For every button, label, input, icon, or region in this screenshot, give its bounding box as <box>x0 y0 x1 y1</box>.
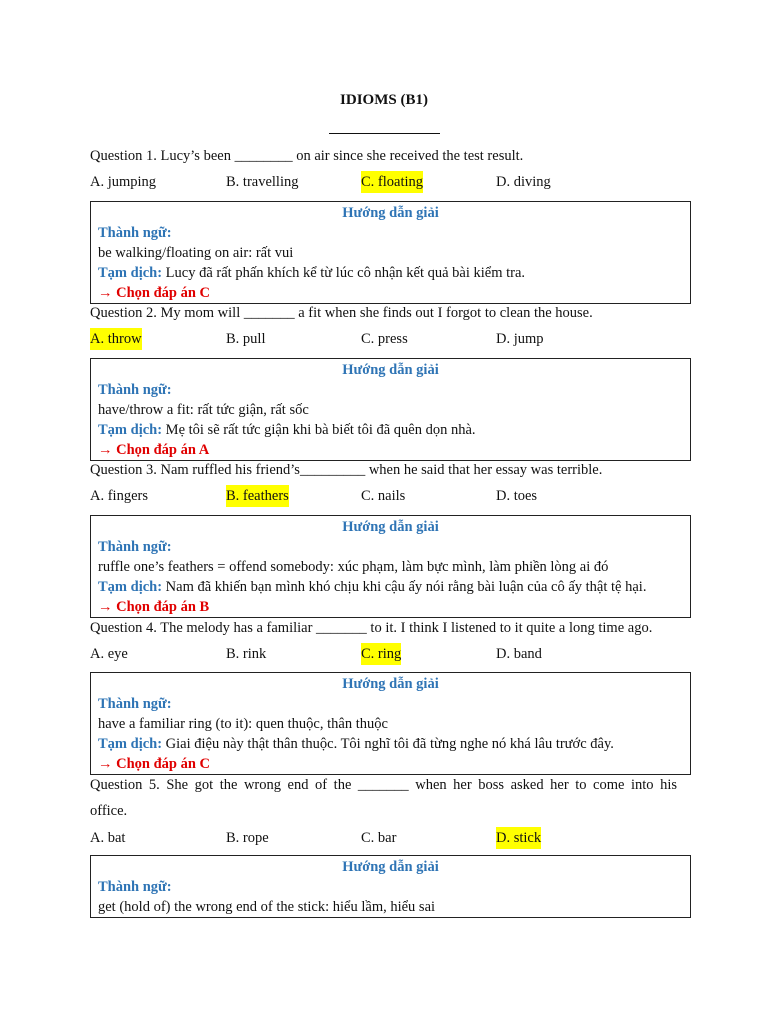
question-2-stem: Question 2. My mom will _______ a fit when she finds out I forgot to clean the house. <box>90 305 593 321</box>
option-correct: A. throw <box>90 328 142 350</box>
answer-line: → Chọn đáp án B <box>98 599 210 615</box>
option-correct: C. floating <box>361 171 423 193</box>
option: C. press <box>361 331 408 347</box>
option: D. band <box>496 646 542 662</box>
option: A. jumping <box>90 174 157 190</box>
idiom-label: Thành ngữ: <box>98 539 172 555</box>
translation-line <box>98 577 683 597</box>
guide-box-1 <box>90 201 691 304</box>
guide-heading: Hướng dẫn giải <box>342 205 439 221</box>
guide-box-5 <box>90 855 691 918</box>
question-5-stem-line-1: Question 5. She got the wrong end of the _______ when her boss asked her to come into his <box>90 777 677 793</box>
idiom-text: have/throw a fit: rất tức giận, rất sốc <box>98 402 309 418</box>
guide-heading: Hướng dẫn giải <box>342 362 439 378</box>
option-correct: B. feathers <box>226 485 289 507</box>
option: D. toes <box>496 488 538 504</box>
idiom-label: Thành ngữ: <box>98 382 172 398</box>
translation-line <box>98 734 683 754</box>
idiom-text: ruffle one’s feathers = offend somebody: xúc phạm, làm bực mình, làm phiền lòng ai đó <box>98 559 609 575</box>
guide-heading: Hướng dẫn giải <box>342 676 439 692</box>
option: A. fingers <box>90 488 148 504</box>
question-2-options <box>90 328 690 352</box>
question-3-options <box>90 485 690 509</box>
idiom-label: Thành ngữ: <box>98 696 172 712</box>
question-5-options <box>90 827 690 851</box>
option-correct: C. ring <box>361 643 401 665</box>
answer-line: → Chọn đáp án C <box>98 756 211 772</box>
option: B. travelling <box>226 174 299 190</box>
guide-heading: Hướng dẫn giải <box>342 519 439 535</box>
translation-label: Tạm dịch: <box>98 579 163 595</box>
question-4-options <box>90 643 690 667</box>
answer-line: → Chọn đáp án C <box>98 285 211 301</box>
option: B. rink <box>226 646 267 662</box>
question-5-stem-line-2: office. <box>90 803 128 819</box>
option: A. bat <box>90 830 126 846</box>
translation-text: Mẹ tôi sẽ rất tức giận khi bà biết tôi đã quên dọn nhà. <box>165 422 476 438</box>
translation-line <box>98 420 683 440</box>
option: D. diving <box>496 174 551 190</box>
guide-box-2 <box>90 358 691 461</box>
title-underline <box>329 133 440 134</box>
translation-label: Tạm dịch: <box>98 422 163 438</box>
option: C. bar <box>361 830 397 846</box>
translation-text: Lucy đã rất phấn khích kể từ lúc cô nhận kết quả bài kiểm tra. <box>165 265 526 281</box>
guide-box-3 <box>90 515 691 618</box>
option: B. pull <box>226 331 266 347</box>
translation-text: Nam đã khiến bạn mình khó chịu khi cậu ấy nói rằng bài luận của cô ấy thật tệ hại. <box>165 579 647 595</box>
guide-heading: Hướng dẫn giải <box>342 859 439 875</box>
option-correct: D. stick <box>496 827 541 849</box>
option: D. jump <box>496 331 544 347</box>
translation-text: Giai điệu này thật thân thuộc. Tôi nghĩ tôi đã từng nghe nó khá lâu trước đây. <box>165 736 614 752</box>
option: A. eye <box>90 646 128 662</box>
translation-line <box>98 263 683 283</box>
option: C. nails <box>361 488 406 504</box>
question-1-stem: Question 1. Lucy’s been ________ on air since she received the test result. <box>90 148 524 164</box>
translation-label: Tạm dịch: <box>98 736 163 752</box>
page-title: IDIOMS (B1) <box>340 92 428 108</box>
idiom-text: get (hold of) the wrong end of the stick: hiểu lầm, hiểu sai <box>98 899 436 915</box>
translation-label: Tạm dịch: <box>98 265 163 281</box>
idiom-text: be walking/floating on air: rất vui <box>98 245 294 261</box>
question-3-stem: Question 3. Nam ruffled his friend’s_________ when he said that her essay was terrible. <box>90 462 603 478</box>
question-4-stem: Question 4. The melody has a familiar _______ to it. I think I listened to it quite a long time ago. <box>90 620 653 636</box>
guide-box-4 <box>90 672 691 775</box>
idiom-text: have a familiar ring (to it): quen thuộc, thân thuộc <box>98 716 388 732</box>
option: B. rope <box>226 830 269 846</box>
answer-line: → Chọn đáp án A <box>98 442 210 458</box>
idiom-label: Thành ngữ: <box>98 879 172 895</box>
question-1-options <box>90 171 690 195</box>
idiom-label: Thành ngữ: <box>98 225 172 241</box>
